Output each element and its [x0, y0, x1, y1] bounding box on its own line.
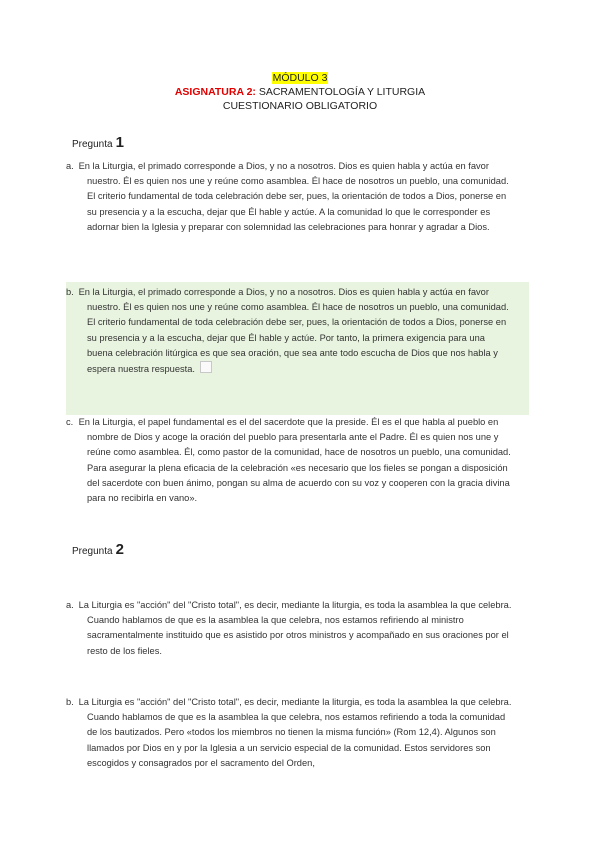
quiz-title: CUESTIONARIO OBLIGATORIO [222, 100, 378, 112]
option-letter: c. [66, 417, 74, 427]
option-letter: b. [66, 287, 74, 297]
option-text: La Liturgia es "acción" del "Cristo total", es decir, mediante la liturgia, es toda la asamblea la que celebra. Cuando hablamos de que es la asamblea la que celebra, nos estamos refiriendo a toda la comunidad de los bautizados. Pero «todos los miembros no tienen la misma función» (Rom 12,4). Algunos son llamados por Dios en y por la Iglesia a un servicio especial de la comunidad. Estos servidores son escogidos y consagrados por el sacramento del Orden, [78, 697, 512, 768]
subject-name: SACRAMENTOLOGÍA Y LITURGIA [258, 86, 426, 98]
question-number: 2 [115, 541, 124, 558]
question-2-title [72, 541, 124, 558]
option-text: En la Liturgia, el papel fundamental es el del sacerdote que la preside. Él es el que habla al pueblo en nombre de Dios y acoge la oración del pueblo para presentarla ante el Padre. Él es quien nos une y reúne como asamblea. Él, como pastor de la comunidad, hace de nosotros un pueblo, una comunidad. Para asegurar la plena eficacia de la celebración «es necesario que los fieles se pongan a disposición del sacerdote con buen ánimo, pongan su alma de acuerdo con su voz y cooperen con la gracia divina para no recibirla en vano». [78, 417, 511, 504]
question-label: Pregunta [72, 546, 113, 557]
question-1-option-c[interactable] [66, 415, 513, 506]
option-letter: a. [66, 600, 74, 610]
option-text: En la Liturgia, el primado corresponde a Dios, y no a nosotros. Dios es quien habla y actúa en favor nuestro. Él es quien nos une y reúne como asamblea. Él hace de nosotros un pueblo, una comunidad. El criterio fundamental de toda celebración debe ser, pues, la orientación de todos a Dios, ponerse en su presencia y a la escucha, dejar que Él hable y actúe. A la comunidad lo que le corresponder es adornar bien la Iglesia y preparar con solemnidad las celebraciones para honrar y agradar a Dios. [78, 161, 509, 232]
answer-checkbox[interactable] [200, 361, 212, 373]
option-letter: a. [66, 161, 74, 171]
question-label: Pregunta [72, 139, 113, 150]
document-header [0, 71, 600, 113]
question-2-option-a[interactable] [66, 598, 513, 659]
question-1-title [72, 134, 124, 151]
question-1-option-a[interactable] [66, 159, 513, 235]
question-1-option-b[interactable] [66, 285, 513, 377]
option-letter: b. [66, 697, 74, 707]
module-title: MÓDULO 3 [272, 72, 328, 84]
option-text: En la Liturgia, el primado corresponde a Dios, y no a nosotros. Dios es quien habla y actúa en favor nuestro. Él es quien nos une y reúne como asamblea. Él hace de nosotros un pueblo, una comunidad. El criterio fundamental de toda celebración debe ser, pues, la orientación de todos a Dios, ponerse en su presencia y a la escucha, dejar que Él hable y actúe. Por tanto, la primera exigencia para una buena celebración litúrgica es que sea oración, que sea ante todo escucha de Dios que nos habla y espera nuestra respuesta. [78, 287, 509, 375]
option-text: La Liturgia es "acción" del "Cristo total", es decir, mediante la liturgia, es toda la asamblea la que celebra. Cuando hablamos de que es la asamblea la que celebra, nos estamos refiriendo al ministro sacramentalmente instituido que es asistido por otros ministros y acompañado en sus oraciones por el resto de los fieles. [78, 600, 512, 656]
question-2-option-b[interactable] [66, 695, 513, 771]
subject-label: ASIGNATURA 2: [174, 86, 256, 98]
question-number: 1 [115, 134, 124, 151]
